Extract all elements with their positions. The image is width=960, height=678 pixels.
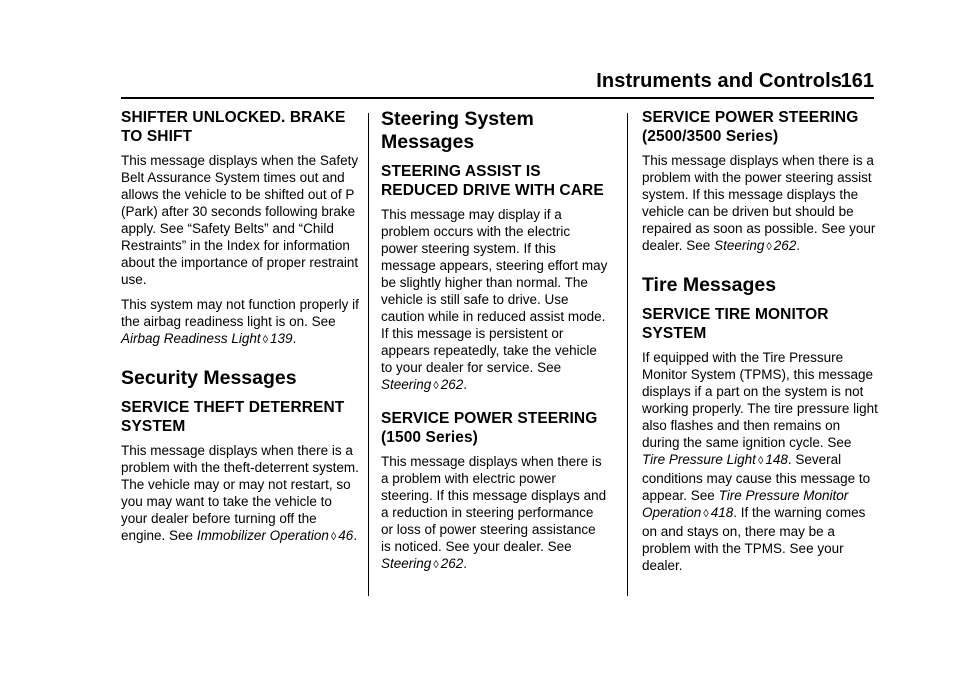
message-heading: STEERING ASSIST IS REDUCED DRIVE WITH CARE	[381, 163, 604, 199]
cross-reference-link[interactable]: Steering	[714, 238, 765, 253]
cross-reference-link[interactable]: Tire Pressure Monitor Operation	[642, 488, 849, 520]
page-reference[interactable]: 262	[440, 556, 464, 571]
page-reference[interactable]: 139	[270, 331, 293, 346]
column-2	[381, 108, 609, 582]
message-description: This message displays when there is a problem with electric power steering. If this message displays and a reduction in steering performance or loss of power steering assistance is noticed. See your dealer. See Steering ◊ 262.	[381, 454, 607, 571]
page-ref-arrow-icon: ◊	[330, 531, 337, 543]
page-ref-arrow-icon: ◊	[433, 559, 439, 571]
page-reference[interactable]: 262	[440, 377, 464, 392]
column-divider-1	[368, 113, 369, 596]
column-1	[121, 108, 359, 554]
column-divider-2	[627, 113, 628, 596]
cross-reference-link[interactable]: Tire Pressure Light	[642, 452, 756, 467]
message-description: This message may display if a problem occurs with the electric power steering system. If this message appears, steering effort may be slightly higher than normal. The vehicle is still safe to drive. Use caution while in reduced assist mode. If this message is persistent or appears repeatedly, take the vehicle to your dealer for service. See Steering ◊ 262.	[381, 207, 608, 392]
message-description: This message displays when there is a problem with the power steering assist system. If this message displays the vehicle can be driven but should be repaired as soon as possible. See your dealer. See Steering ◊ 262.	[642, 153, 876, 253]
message-description: This message displays when the Safety Belt Assurance System times out and allows the vehicle to be shifted out of P (Park) after 30 seconds following brake apply. See “Safety Belts” and “Child Restraints” in the Index for information about the importance of proper restraint use.	[121, 153, 359, 287]
cross-reference-link[interactable]: Steering	[381, 377, 432, 392]
section-title: Steering System Messages	[381, 108, 534, 153]
page-ref-arrow-icon: ◊	[433, 380, 439, 392]
message-description: If equipped with the Tire Pressure Monitor System (TPMS), this message displays if a part on the system is not working properly. The tire pressure light also flashes and then remains on during the same ignition cycle. See Tire Pressure Light ◊ 148. Several conditions may cause this message to appear. See Tire Pressure Monitor Operation ◊ 418. If the warning comes on and stays on, there may be a problem with the TPMS. See your dealer.	[642, 350, 878, 573]
cross-reference-link[interactable]: Immobilizer Operation	[196, 528, 329, 543]
message-heading: SERVICE THEFT DETERRENT SYSTEM	[121, 399, 345, 435]
cross-reference-link[interactable]: Airbag Readiness Light	[121, 331, 261, 346]
page-reference[interactable]: 262	[773, 238, 797, 253]
header-rule	[121, 97, 874, 99]
section-title: Tire Messages	[642, 274, 777, 296]
page-ref-arrow-icon: ◊	[262, 334, 269, 346]
page-ref-arrow-icon: ◊	[757, 455, 764, 467]
page-header	[0, 70, 960, 100]
page-reference[interactable]: 418	[710, 505, 734, 520]
page-reference[interactable]: 148	[765, 452, 788, 467]
header-title: Instruments and Controls	[596, 70, 842, 92]
page-ref-arrow-icon: ◊	[766, 241, 772, 253]
page-number: 161	[840, 70, 874, 92]
message-description: This system may not function properly if the airbag readiness light is on. See Airbag Readiness Light ◊ 139.	[121, 297, 359, 346]
page-reference[interactable]: 46	[338, 528, 354, 543]
column-3	[642, 108, 878, 582]
message-heading: SHIFTER UNLOCKED. BRAKE TO SHIFT	[121, 109, 346, 145]
message-heading: SERVICE POWER STEERING (1500 Series)	[381, 410, 598, 446]
cross-reference-link[interactable]: Steering	[381, 556, 432, 571]
message-heading: SERVICE TIRE MONITOR SYSTEM	[642, 306, 829, 342]
page-ref-arrow-icon: ◊	[703, 508, 709, 520]
message-description: This message displays when there is a problem with the theft-deterrent system. The vehicle may or may not restart, so you may want to take the vehicle to your dealer before turning off the engine. See Immobilizer Operation ◊ 46.	[121, 443, 359, 543]
section-title: Security Messages	[121, 367, 297, 389]
message-heading: SERVICE POWER STEERING (2500/3500 Series)	[642, 109, 859, 145]
